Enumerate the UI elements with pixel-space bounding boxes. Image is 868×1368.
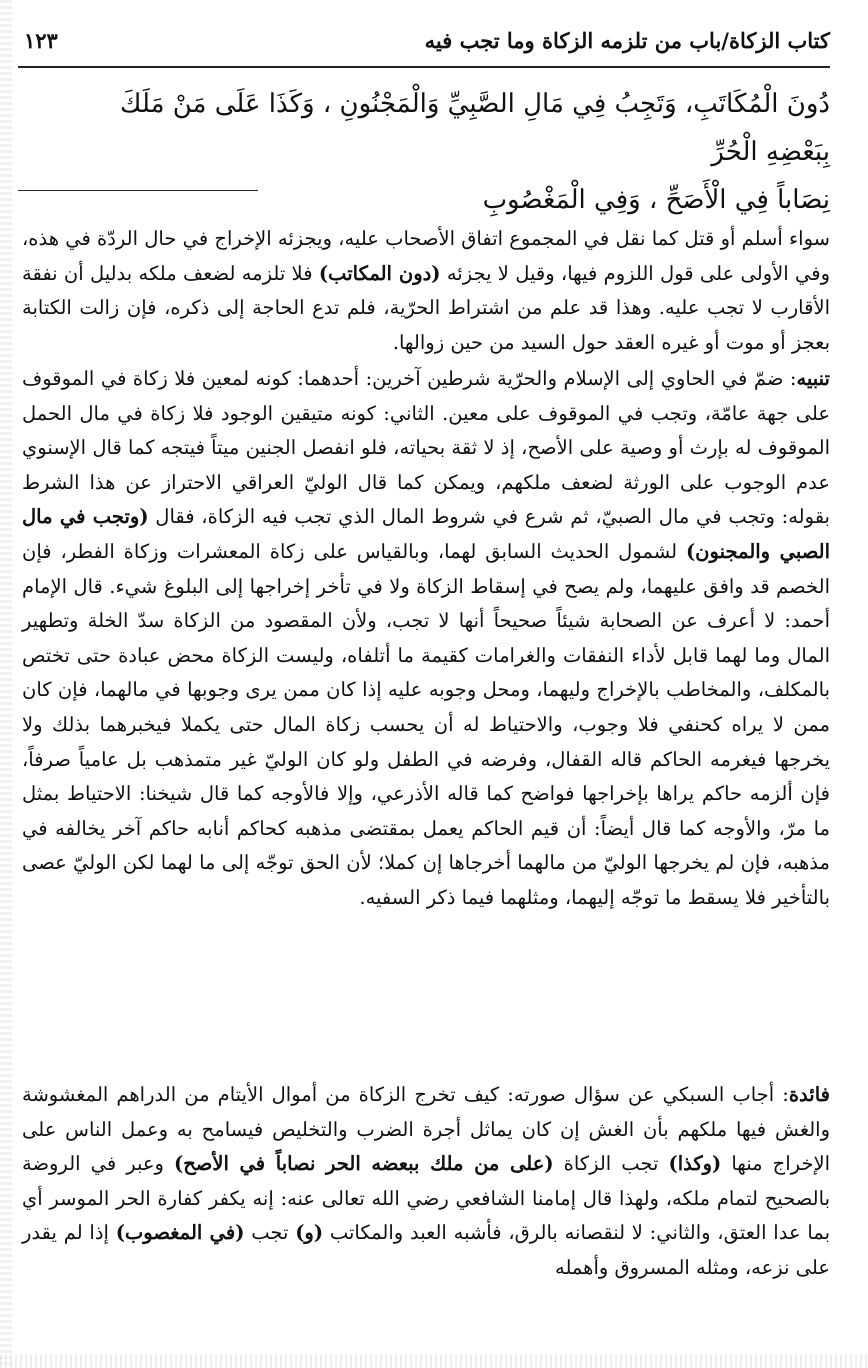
para3-quote-4: (في المغصوب) (115, 1221, 245, 1245)
para3-text-e: إذا لم يقدر على نزعه، ومثله المسروق وأهمله (22, 1221, 830, 1279)
scan-edge-left (0, 0, 12, 1368)
para3-text-b: تجب الزكاة (553, 1152, 669, 1176)
para3-quote-2: (على من ملك ببعضه الحر نصاباً في الأصح) (173, 1152, 554, 1176)
running-header (24, 22, 830, 58)
para1-text-a: سواء أسلم أو قتل كما نقل في المجموع اتفاق الأصحاب عليه، ويجزئه الإخراج في حال الردّة في هذه، وفي الأولى على قول اللزوم فيها، وقيل لا يجزئه (22, 227, 831, 285)
tanbih-label: تنبيه (796, 367, 830, 390)
matn-line-1: دُونَ الْمُكَاتَبِ، وَتَجِبُ فِي مَالِ الصَّبِيِّ وَالْمَجْنُونِ ، وَكَذَا عَلَى مَنْ مَلَكَ بِبَعْضِهِ الْحُرِّ (120, 89, 830, 167)
commentary-paragraph-3 (22, 1078, 830, 1286)
para2-text-a: : ضمّ في الحاوي إلى الإسلام والحرّية شرطين آخرين: أحدهما: كونه لمعين فلا زكاة في الموقوف على جهة عامّة، وتجب في الموقوف على معين. الثاني: كونه متيقين الوجود فلا زكاة في مال الحمل الموقوف له بإرث أو وصية على الأصح، إذ لا ثقة بحياته، فلو انفصل الجنين ميتاً فيتجه كما قال الإسنوي عدم الوجوب على الورثة لضعف ملكهم، ويمكن كما قال الوليّ العراقي الاحتراز عن هذا الشرط بقوله: وتجب في مال الصبيّ، ثم شرع في شروط المال الذي تجب فيه الزكاة، فقال (22, 367, 830, 529)
scan-edge-bottom (0, 1354, 868, 1368)
para2-text-b: لشمول الحديث السابق لهما، وبالقياس على زكاة المعشرات وزكاة الفطر، فإن الخصم قد وافق عليهما، ولم يصح في إسقاط الزكاة ولا في تأخر إخراجها إلى البلوغ شيء. قال الإمام أحمد: لا أعرف عن الصحابة شيئاً صحيحاً أنها لا تجب، ولأن المقصود من الزكاة سدّ الخلة وتطهير المال وما لهما قابل لأداء النفقات والغرامات كقيمة ما أتلفاه، وليست الزكاة محض عبادة حتى تختص بالمكلف، والمخاطب بالإخراج وليهما، ومحل وجوبه عليه إذا كان ممن يرى وجوبها في مالهما، فإن كان ممن لا يراه كحنفي فلا وجوب، والاحتياط له أن يحسب زكاة المال حتى يكملا فيخبرهما بذلك ولا يخرجها فيغرمه الحاكم قاله القفال، وفرضه في الطفل ولو كان الوليّ غير متمذهب بل عامياً صرفاً، فإن ألزمه حاكم يراها بإخراجها فواضح كما قاله الأذرعي، وإلا فالأوجه كما قال شيخنا: الاحتياط بمثل ما مرّ، والأوجه كما قال أيضاً: أن قيم الحاكم يعمل بمقتضى مذهبه كحاكم أنابه حاكم آخر يخالفه في مذهبه، فإن لم يخرجها الوليّ من مالهما أخرجاها إن كملا؛ لأن الحق توجّه إلى ما لهما لكن الوليّ عصى بالتأخير فلا يسقط ما توجّه إليهما، ومثلهما فيما ذكر السفيه. (22, 539, 830, 909)
para3-text-d: تجب (244, 1221, 296, 1245)
para3-quote-3: (و) (295, 1221, 324, 1245)
faida-label: فائدة (788, 1083, 830, 1106)
para3-quote-1: (وكذا) (668, 1152, 722, 1176)
matn-text (52, 80, 830, 224)
matn-line-2: نِصَاباً فِي الْأَصَحِّ ، وَفِي الْمَغْصُوبِ (482, 185, 830, 215)
para2-quote-1: (وتجب في مال الصبي والمجنون) (22, 505, 830, 563)
commentary-paragraph-1 (22, 222, 830, 360)
para1-text-b: فلا تلزمه لضعف ملكه بدليل أن نفقة الأقارب لا تجب عليه. وهذا قد علم من اشتراط الحرّية، فلم تدع الحاجة إلى ذكره، فإن زالت الكتابة بعجز أو موت أو غيره العقد حول السيد من حين زوالها. (22, 261, 830, 354)
para3-text-c: وعبر في الروضة بالصحيح لتمام ملكه، ولهذا قال إمامنا الشافعي رضي الله تعالى عنه: إنه يكفر كفارة الحر الموسر أي بما عدا العتق، والثاني: لا لنقصانه بالرق، فأشبه العبد والمكاتب (22, 1152, 830, 1245)
chapter-title: كتاب الزكاة/باب من تلزمه الزكاة وما تجب فيه (424, 27, 830, 53)
para1-quote-1: (دون المكاتب) (318, 261, 441, 285)
commentary-paragraph-2 (22, 362, 830, 916)
header-rule (18, 66, 830, 68)
page-number: ١٢٣ (24, 27, 58, 53)
para3-text-a: : أجاب السبكي عن سؤال صورته: كيف تخرج الزكاة من أموال الأيتام من الدراهم المغشوشة والغش فيها ملكهم بأن الغش إن كان يماثل أجرة الضرب والتخليص فيسامح به وعمل الناس على الإخراج منها (22, 1083, 831, 1176)
matn-separator-rule (18, 190, 258, 191)
